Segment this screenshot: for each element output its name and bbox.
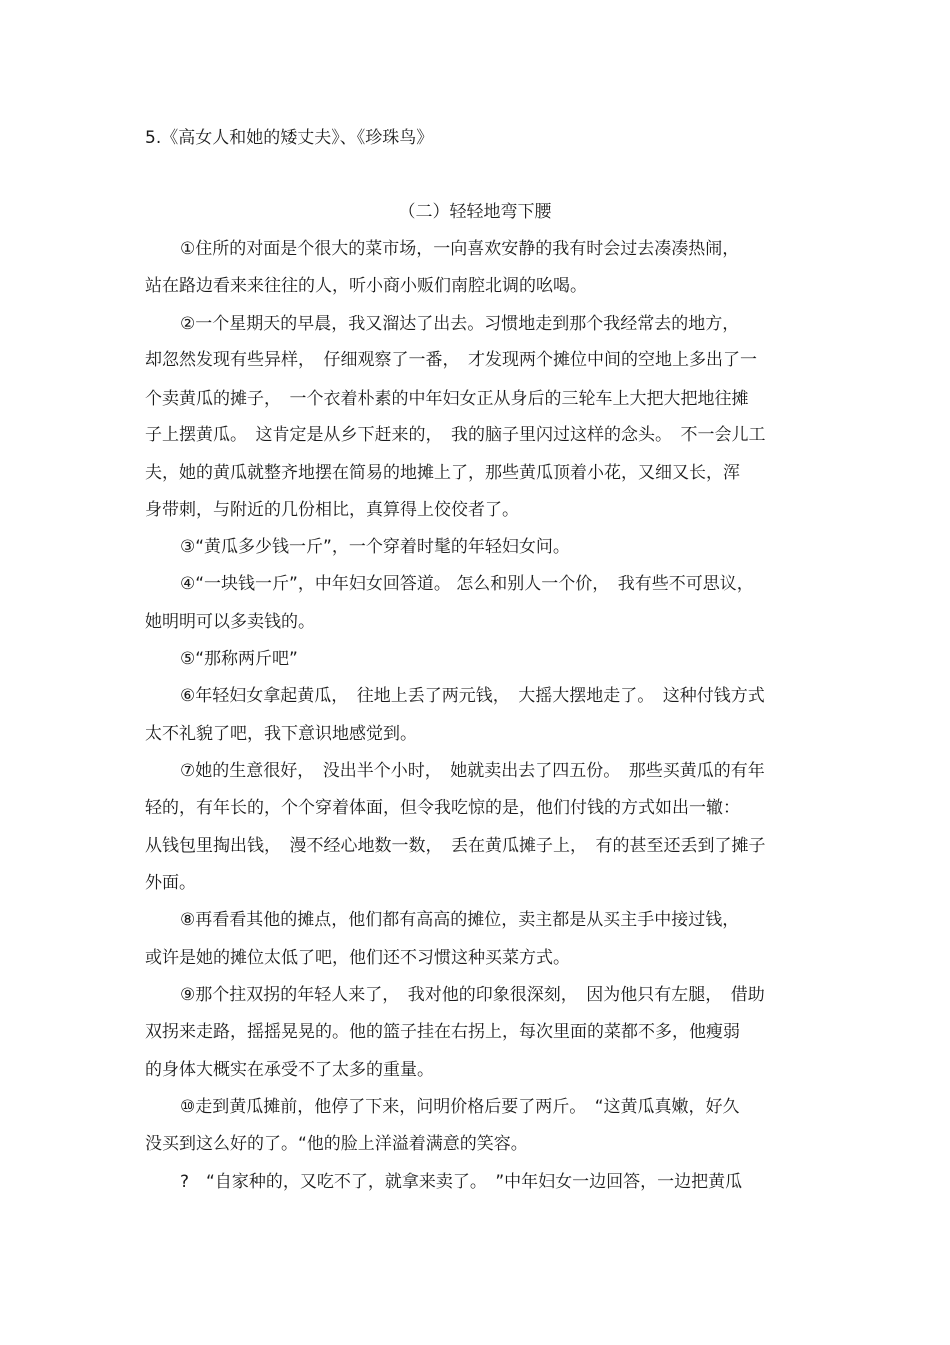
paragraph-8-line-2: 或许是她的摊位太低了吧，他们还不习惯这种买菜方式。	[145, 948, 570, 968]
paragraph-6-line-2: 太不礼貌了吧，我下意识地感觉到。	[145, 724, 417, 744]
section-title: （二）轻轻地弯下腰	[398, 202, 552, 222]
paragraph-7-line-1: ⑦她的生意很好， 没出半个小时， 她就卖出去了四五份。 那些买黄瓜的有年	[180, 761, 765, 781]
paragraph-1-line-1: ①住所的对面是个很大的菜市场，一向喜欢安静的我有时会过去凑凑热闹，	[180, 239, 740, 259]
paragraph-7-line-3: 从钱包里掏出钱， 漫不经心地数一数， 丢在黄瓜摊子上， 有的甚至还丢到了摊子	[145, 836, 766, 856]
paragraph-2-line-5: 夫，她的黄瓜就整齐地摆在简易的地摊上了，那些黄瓜顶着小花，又细又长，浑	[145, 463, 740, 483]
paragraph-3-line-1: ③“黄瓜多少钱一斤”，一个穿着时髦的年轻妇女问。	[180, 537, 570, 557]
paragraph-11-line-1: ? “自家种的，又吃不了，就拿来卖了。 ”中年妇女一边回答，一边把黄瓜	[180, 1172, 743, 1192]
paragraph-2-line-2: 却忽然发现有些异样， 仔细观察了一番， 才发现两个摊位中间的空地上多出了一	[145, 350, 757, 370]
paragraph-9-line-2: 双拐来走路，摇摇晃晃的。他的篮子挂在右拐上，每次里面的菜都不多，他瘦弱	[145, 1022, 740, 1042]
paragraph-6-line-1: ⑥年轻妇女拿起黄瓜， 往地上丢了两元钱， 大摇大摆地走了。 这种付钱方式	[180, 686, 765, 706]
paragraph-2-line-6: 身带刺，与附近的几份相比，真算得上佼佼者了。	[145, 500, 519, 520]
paragraph-7-line-4: 外面。	[145, 873, 196, 893]
paragraph-9-line-1: ⑨那个拄双拐的年轻人来了， 我对他的印象很深刻， 因为他只有左腿， 借助	[180, 985, 765, 1005]
paragraph-5-line-1: ⑤“那称两斤吧”	[180, 649, 298, 669]
paragraph-1-line-2: 站在路边看来来往往的人，听小商小贩们南腔北调的吆喝。	[145, 276, 587, 296]
paragraph-4-line-2: 她明明可以多卖钱的。	[145, 612, 315, 632]
paragraph-2-line-4: 子上摆黄瓜。 这肯定是从乡下赶来的， 我的脑子里闪过这样的念头。 不一会儿工	[145, 425, 766, 445]
paragraph-9-line-3: 的身体大概实在承受不了太多的重量。	[145, 1060, 434, 1080]
paragraph-2-line-1: ②一个星期天的早晨，我又溜达了出去。习惯地走到那个我经常去的地方，	[180, 314, 740, 334]
paragraph-10-line-1: ⑩走到黄瓜摊前，他停了下来，问明价格后要了两斤。 “这黄瓜真嫩，好久	[180, 1097, 740, 1117]
paragraph-4-line-1: ④“一块钱一斤”，中年妇女回答道。 怎么和别人一个价， 我有些不可思议，	[180, 574, 754, 594]
paragraph-2-line-3: 个卖黄瓜的摊子， 一个衣着朴素的中年妇女正从身后的三轮车上大把大把地往摊	[145, 389, 749, 409]
paragraph-8-line-1: ⑧再看看其他的摊点，他们都有高高的摊位，卖主都是从买主手中接过钱，	[180, 910, 740, 930]
paragraph-10-line-2: 没买到这么好的了。“他的脸上洋溢着满意的笑容。	[145, 1134, 528, 1154]
paragraph-7-line-2: 轻的，有年长的，个个穿着体面，但令我吃惊的是，他们付钱的方式如出一辙：	[145, 798, 740, 818]
header-item: 5.《高女人和她的矮丈夫》、《珍珠鸟》	[145, 128, 434, 148]
